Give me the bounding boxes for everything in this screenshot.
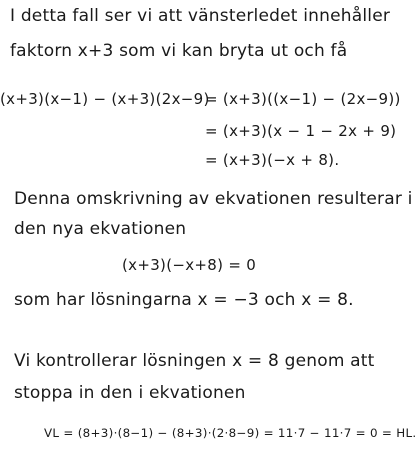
verification-line: VL = (8+3)·(8−1) − (8+3)·(2·8−9) = 11·7 − 11·7 = 0 = HL. [44, 426, 417, 440]
paragraph-2-line-1: Denna omskrivning av ekvationen resulterar i [14, 189, 413, 209]
derivation-step-2: = (x+3)(x − 1 − 2x + 9) [205, 122, 397, 140]
derivation-lhs: (x+3)(x−1) − (x+3)(2x−9) [0, 90, 210, 108]
new-equation: (x+3)(−x+8) = 0 [122, 256, 257, 274]
solutions-line: som har lösningarna x = −3 och x = 8. [14, 290, 354, 310]
paragraph-1-line-1: I detta fall ser vi att vänsterledet innehåller [10, 6, 391, 26]
paragraph-1-line-2: faktorn x+3 som vi kan bryta ut och få [10, 41, 348, 61]
derivation-step-3: = (x+3)(−x + 8). [205, 151, 340, 169]
paragraph-3-line-2: stoppa in den i ekvationen [14, 383, 246, 403]
derivation-step-1: = (x+3)((x−1) − (2x−9)) [205, 90, 401, 108]
paragraph-3-line-1: Vi kontrollerar lösningen x = 8 genom att [14, 351, 375, 371]
paragraph-2-line-2: den nya ekvationen [14, 219, 187, 239]
